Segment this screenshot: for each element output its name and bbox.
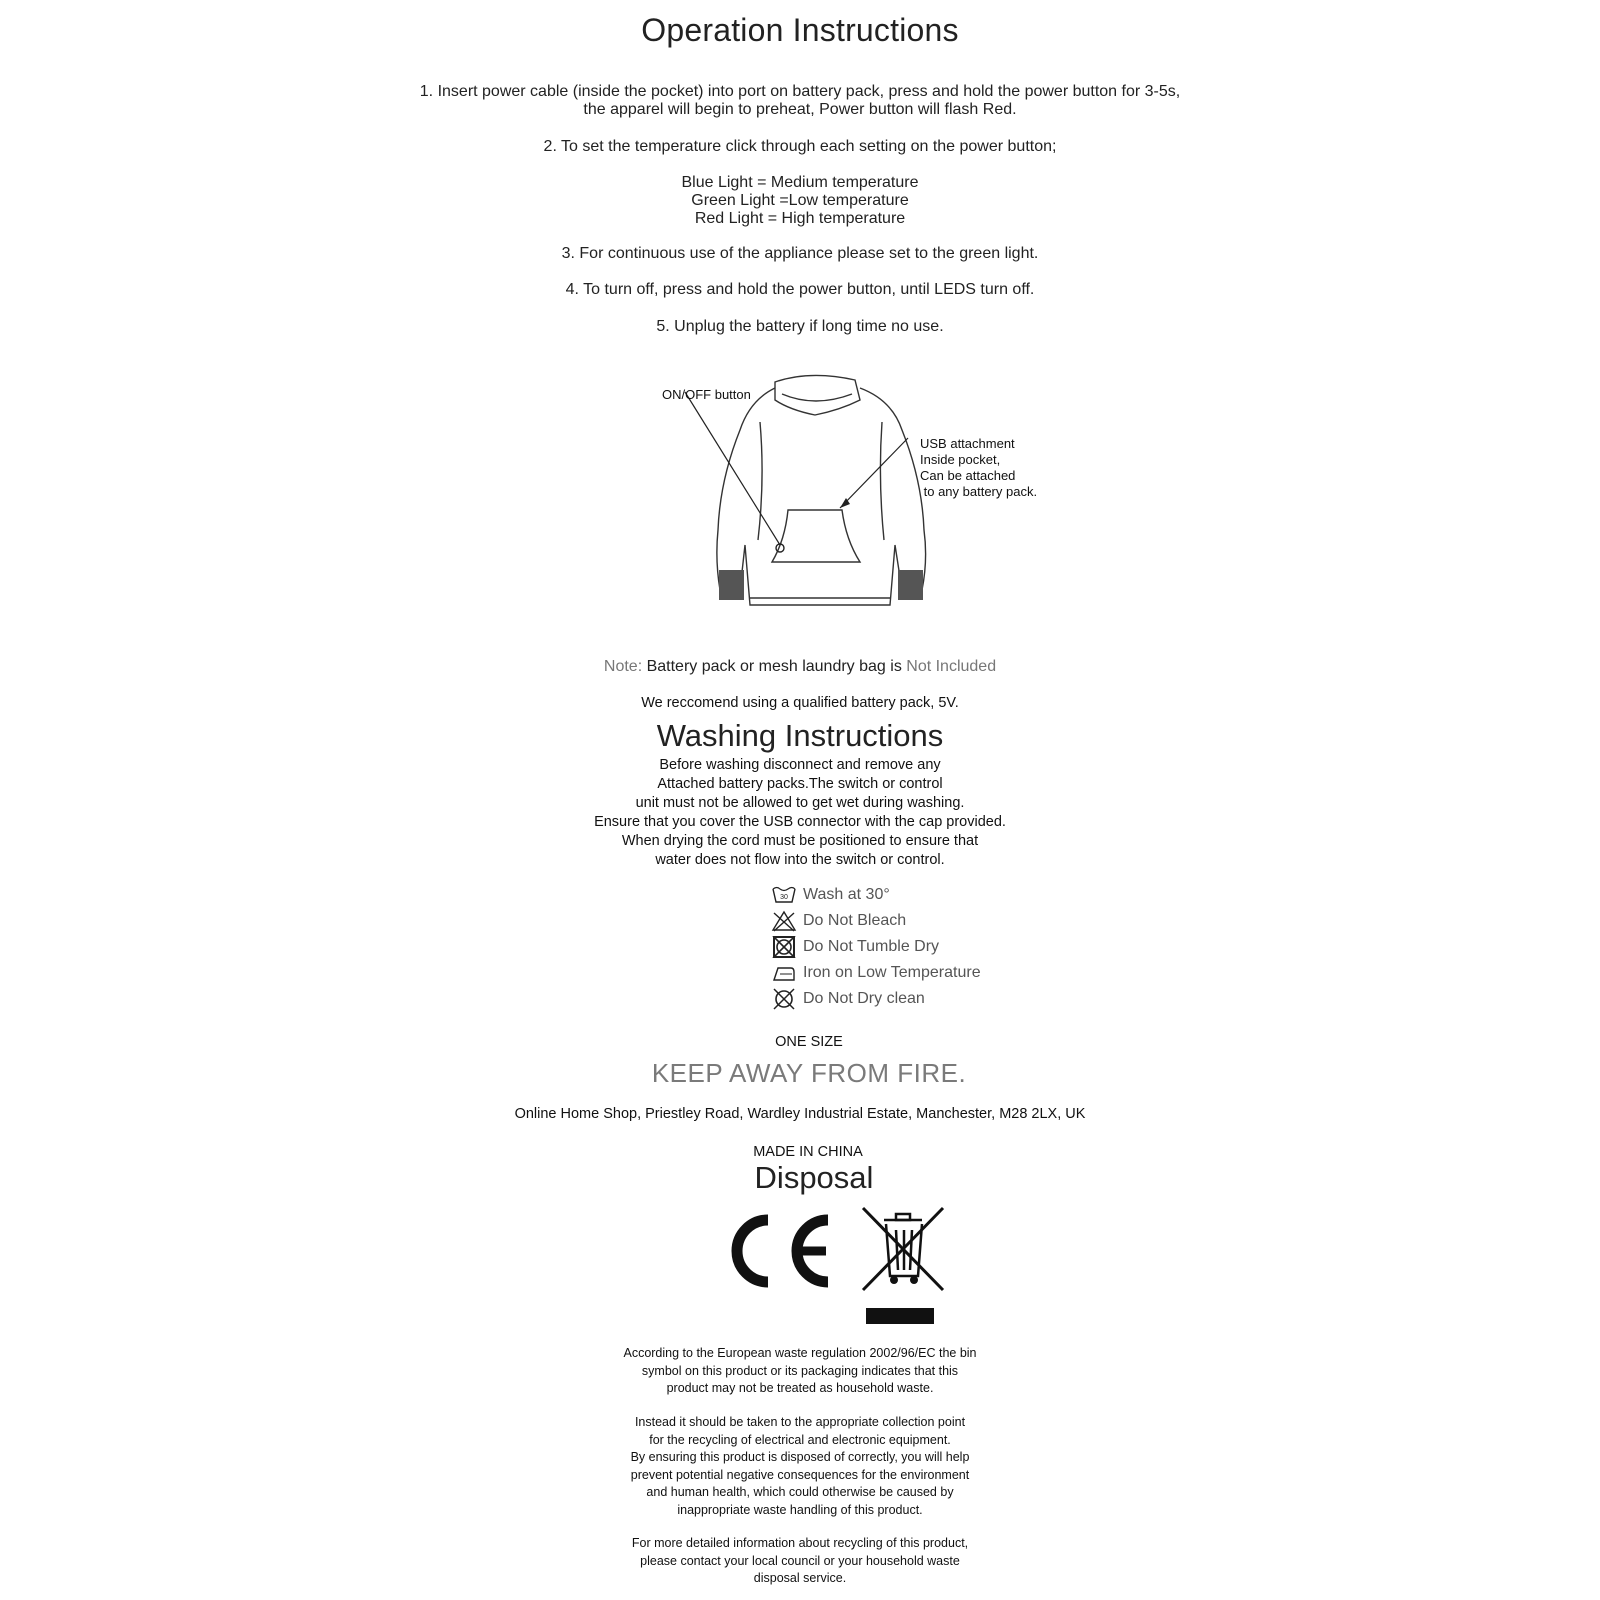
onoff-leader-line (685, 392, 780, 545)
disposal-para-2 (0, 1414, 1600, 1519)
disposal-para-1 (0, 1345, 1600, 1398)
washing-line: water does not flow into the switch or control. (655, 852, 945, 868)
care-label: Do Not Dry clean (803, 990, 925, 1007)
disposal-line: please contact your local council or your household waste (640, 1553, 960, 1568)
care-row-tumble (771, 935, 939, 959)
onoff-label: ON/OFF button (662, 387, 751, 402)
disposal-line: inappropriate waste handling of this product. (677, 1502, 923, 1517)
care-row-iron (771, 961, 981, 985)
disposal-line: By ensuring this product is disposed of correctly, you will help (630, 1450, 970, 1464)
address: Online Home Shop, Priestley Road, Wardley Industrial Estate, Manchester, M28 2LX, UK (514, 1106, 1086, 1122)
usb-leader-line (840, 438, 908, 508)
light-legend (0, 174, 1600, 228)
care-row-dryclean (771, 987, 925, 1011)
disposal-title: Disposal (754, 1160, 874, 1195)
size-label: ONE SIZE (775, 1034, 843, 1050)
light-blue: Blue Light = Medium temperature (681, 174, 919, 191)
note (0, 658, 1600, 676)
disposal-para-3 (0, 1535, 1600, 1588)
do-not-dry-clean-icon (771, 988, 797, 1010)
disposal-line: symbol on this product or its packaging indicates that this (641, 1363, 959, 1378)
care-label: Iron on Low Temperature (803, 964, 981, 981)
disposal-line: Instead it should be taken to the appropriate collection point (634, 1415, 966, 1429)
washing-line: When drying the cord must be positioned to ensure that (621, 833, 979, 849)
care-label: Wash at 30° (803, 886, 890, 903)
usb-label-line: to any battery pack. (920, 484, 1038, 499)
wash-tub-number: 30 (780, 894, 788, 901)
fire-warning: KEEP AWAY FROM FIRE. (651, 1058, 967, 1088)
right-cuff (898, 570, 923, 600)
washing-text (0, 756, 1600, 870)
usb-label-line: Inside pocket, (920, 452, 1001, 467)
origin: MADE IN CHINA (753, 1144, 863, 1160)
washing-line: Attached battery packs.The switch or control (657, 776, 943, 792)
care-row-bleach (771, 909, 906, 933)
usb-label-line: USB attachment (920, 436, 1015, 451)
step-4: 4. To turn off, press and hold the power button, until LEDS turn off. (565, 281, 1035, 298)
note-suffix: Not Included (906, 658, 997, 675)
care-label: Do Not Bleach (803, 912, 907, 929)
weee-bin-icon (860, 1206, 946, 1328)
iron-low-icon (771, 962, 797, 984)
step-5: 5. Unplug the battery if long time no use. (656, 318, 944, 335)
disposal-line: disposal service. (753, 1571, 847, 1585)
usb-label-line: Can be attached (920, 468, 1016, 483)
disposal-line: For more detailed information about recycling of this product, (631, 1536, 969, 1550)
note-body: Battery pack or mesh laundry bag is (642, 658, 907, 675)
ce-mark-icon (728, 1212, 838, 1290)
battery-recommendation: We reccomend using a qualified battery pack, 5V. (641, 695, 959, 711)
step-3: 3. For continuous use of the appliance please set to the green light. (561, 245, 1039, 262)
washing-line: Ensure that you cover the USB connector with the cap provided. (594, 814, 1006, 830)
disposal-line: prevent potential negative consequences for the environment (630, 1467, 970, 1482)
care-label: Do Not Tumble Dry (803, 938, 940, 955)
step-2: 2. To set the temperature click through each setting on the power button; (543, 138, 1057, 155)
do-not-tumble-dry-icon (771, 936, 797, 958)
step-1-line-1: 1. Insert power cable (inside the pocket) into port on battery pack, press and hold the power button for 3-5s, (419, 83, 1181, 100)
disposal-line: and human health, which could otherwise be caused by (646, 1485, 954, 1499)
left-cuff (719, 570, 744, 600)
step-1 (0, 83, 1600, 119)
usb-label (920, 436, 1037, 500)
wash-30-icon (771, 884, 797, 906)
do-not-bleach-icon (771, 910, 797, 932)
operation-title: Operation Instructions (641, 12, 959, 48)
washing-line: unit must not be allowed to get wet during washing. (635, 795, 965, 811)
disposal-line: According to the European waste regulation 2002/96/EC the bin (623, 1346, 977, 1360)
washing-title: Washing Instructions (656, 718, 944, 753)
washing-line: Before washing disconnect and remove any (659, 757, 941, 773)
note-prefix: Note: (603, 658, 643, 675)
light-red: Red Light = High temperature (694, 210, 906, 227)
light-green: Green Light =Low temperature (691, 192, 909, 209)
disposal-line: product may not be treated as household waste. (666, 1381, 934, 1395)
step-1-line-2: the apparel will begin to preheat, Power button will flash Red. (583, 101, 1017, 118)
care-row-wash (771, 883, 890, 907)
disposal-line: for the recycling of electrical and electronic equipment. (649, 1432, 951, 1447)
